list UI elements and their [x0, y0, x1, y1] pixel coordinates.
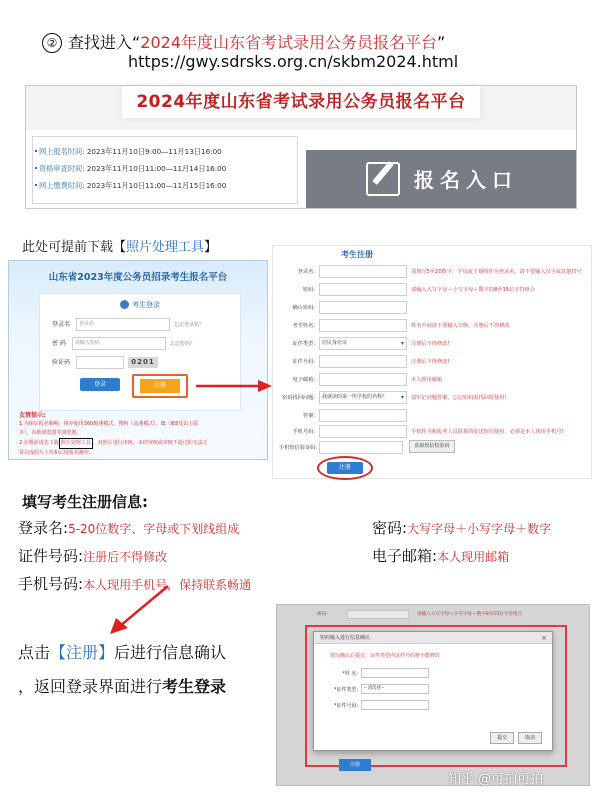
- tip-line: [19, 438, 259, 449]
- field-label: 登录名: [52, 321, 71, 328]
- get-sms-code-button[interactable]: 获取短信校验码: [409, 440, 455, 453]
- forgot-password-link[interactable]: 忘记密码？: [169, 341, 195, 347]
- schedule-row: [39, 181, 226, 191]
- login-card-head: [40, 300, 240, 310]
- portal-title-text: 2024年度山东省考试录用公务员报名平台: [122, 86, 479, 118]
- tip-line: 本），谷歌浏览器等浏览器。: [19, 430, 82, 436]
- info-field: [18, 545, 167, 566]
- photo-tool-link-highlight[interactable]: 照片处理工具: [59, 438, 93, 449]
- info-value: 本人现用手机号，保持联系畅通: [83, 578, 252, 592]
- form-hint: 姓名中间请不要输入空格，注册后不得修改: [411, 323, 510, 329]
- dialog-submit-button[interactable]: 提交: [490, 732, 514, 744]
- login-card-title: 考生登录: [132, 301, 160, 309]
- captcha-image[interactable]: 0201: [128, 357, 158, 368]
- user-icon: [120, 300, 129, 309]
- schedule-label: 网上缴费时间:: [39, 181, 85, 190]
- form-row: [273, 298, 591, 316]
- dialog-id-type-select[interactable]: --请选择--: [361, 684, 429, 694]
- forgot-username-link[interactable]: 忘记登录名？: [174, 322, 205, 328]
- info-field: [372, 545, 509, 566]
- sms-code-field[interactable]: [319, 441, 403, 454]
- schedule-label: 资格审查时间:: [39, 164, 85, 173]
- id-type-select[interactable]: 居民身份证 ▾: [319, 337, 407, 350]
- info-value: 大写字母＋小写字母＋数字: [407, 522, 552, 536]
- bg-form-row: [317, 611, 328, 617]
- dialog-label: *姓 名:: [342, 670, 358, 677]
- form-hint: 请填写5至20数字，字母或下划线作为登录名。请不要输入汉字或其他符号: [411, 269, 582, 275]
- field-label: 密 码: [52, 340, 66, 347]
- form-label: 手机号码:: [292, 429, 315, 435]
- form-label: 证件号码:: [292, 359, 315, 365]
- username-field[interactable]: [319, 265, 407, 278]
- form-row: [273, 370, 591, 388]
- step-number: ②: [42, 33, 62, 53]
- confirm-dialog: [313, 631, 553, 751]
- info-key: 电子邮箱:: [372, 547, 438, 565]
- form-label: 手机短信验证码:: [279, 445, 318, 451]
- register-form-title: 考生注册: [341, 250, 373, 259]
- register-form-screenshot: [272, 245, 592, 479]
- form-hint: 请牢记问题答案，忘记密码需找回时使用!: [411, 395, 507, 401]
- dialog-message: 填写确认后提交。证件类型内证件号码将不能修改: [330, 653, 441, 659]
- info-key: 登录名:: [18, 519, 69, 537]
- register-link-text: 【注册】: [50, 643, 115, 662]
- info-key: 证件号码:: [18, 547, 84, 565]
- confirm-text: ，返回登录界面进行: [18, 677, 163, 696]
- form-row: [273, 316, 591, 334]
- photo-tool-link[interactable]: 照片处理工具: [126, 240, 205, 255]
- schedule-row: [39, 164, 226, 174]
- tip-text: 2.注册前请先下载: [19, 440, 59, 446]
- watermark: 知乎 @可拍可拍: [448, 772, 544, 787]
- register-submit-highlight[interactable]: [317, 456, 373, 480]
- schedule-label: 网上报名时间:: [39, 147, 85, 156]
- form-label: 证件类型:: [292, 341, 315, 347]
- dialog-row: [328, 668, 429, 678]
- form-hint: 注册后不得修改!: [411, 359, 450, 365]
- download-hint-prefix: 此处可提前下载【: [22, 240, 127, 255]
- platform-url[interactable]: https://gwy.sdrsks.org.cn/skbm2024.html: [128, 52, 459, 71]
- dialog-row: [328, 700, 429, 710]
- step2-prefix: 查找进入“: [68, 33, 141, 52]
- login-row: [52, 318, 204, 331]
- form-row: [273, 262, 591, 280]
- info-key: 密码:: [372, 519, 408, 537]
- phone-field[interactable]: [319, 425, 407, 438]
- form-label: 密码:: [302, 287, 315, 293]
- confirm-line-2: [18, 670, 226, 704]
- answer-field[interactable]: [319, 409, 407, 422]
- bg-label: 密码:: [317, 612, 328, 617]
- info-key: 手机号码:: [18, 575, 84, 593]
- form-row: [273, 388, 591, 406]
- form-hint: 注册后不得修改!: [411, 341, 450, 347]
- info-value: 5-20位数字、字母或下划线组成: [68, 522, 240, 536]
- username-input[interactable]: 登录名: [76, 318, 170, 331]
- field-label: 验证码: [52, 359, 71, 366]
- step2-suffix: ”: [437, 33, 446, 52]
- portal-title: [26, 86, 576, 130]
- dialog-id-number-field[interactable]: [361, 700, 429, 710]
- info-value: 本人现用邮箱: [437, 550, 510, 564]
- form-hint: 本人现用邮箱: [411, 377, 443, 383]
- arrow-down-left-icon: [108, 584, 172, 636]
- schedule-box: [32, 136, 298, 204]
- login-button[interactable]: 登录: [80, 378, 120, 391]
- bg-register-button: 注册: [339, 759, 371, 771]
- close-icon[interactable]: ×: [541, 634, 547, 642]
- form-hint: 手机作为和报考人员联系的发送短信使用，必须是本人现用手机号!: [411, 429, 564, 435]
- id-number-field[interactable]: [319, 355, 407, 368]
- form-label: 密码找回问题:: [282, 395, 315, 401]
- info-field: [18, 517, 239, 538]
- login-row: [52, 337, 195, 350]
- password-input[interactable]: 请输入密码: [72, 337, 166, 350]
- schedule-value: 2023年11月10日11:00—11月15日16:00: [86, 181, 227, 190]
- tip-line: 1.为保证报名顺畅，推荐使用360极速模式，搜狗（高速模式），IE（IE8及以上版: [19, 421, 199, 427]
- tips-title: 友情提示:: [19, 412, 46, 419]
- form-label: 登录名:: [297, 269, 315, 275]
- form-label: 答案:: [302, 413, 315, 419]
- info-value: 注册后不得修改: [83, 550, 168, 564]
- schedule-value: 2023年11月10日11:00—11月14日16:00: [86, 164, 227, 173]
- confirm-dialog-screenshot: [276, 604, 590, 786]
- arrow-right-icon: [196, 378, 272, 394]
- portal-banner: [25, 85, 577, 209]
- signup-entry-button[interactable]: [306, 150, 576, 208]
- register-button[interactable]: 注册: [140, 379, 180, 393]
- signup-entry-label: 报名入口: [414, 168, 518, 192]
- confirm-instructions: [18, 636, 226, 704]
- download-hint-suffix: 】: [204, 240, 218, 255]
- edit-icon: [366, 162, 400, 196]
- info-heading: 填写考生注册信息:: [22, 493, 148, 511]
- form-row: [273, 334, 591, 352]
- security-question-select[interactable]: 我就读的第一所学校的名称？ ▾: [319, 391, 407, 404]
- dialog-row: [328, 684, 429, 694]
- confirm-text: 点击: [18, 643, 51, 662]
- login-site-title: 山东省2023年度公务员招录考生报名平台: [48, 272, 228, 283]
- info-field: [372, 517, 551, 538]
- confirm-password-field[interactable]: [319, 301, 407, 314]
- tip-line: 常完成照片上传和后续报名操作。: [19, 450, 95, 456]
- tip-text: ，对照片进行审核，未经审核或审核不通过的无法正: [92, 440, 208, 446]
- form-label: 电子邮箱:: [292, 377, 315, 383]
- dialog-cancel-button[interactable]: 取消: [518, 732, 542, 744]
- login-screenshot: [8, 260, 268, 460]
- register-submit-button[interactable]: 注册: [327, 462, 363, 474]
- register-button-highlight[interactable]: [132, 374, 188, 398]
- dialog-name-field[interactable]: [361, 668, 429, 678]
- schedule-value: 2023年11月10日9:00—11月13日16:00: [86, 147, 222, 156]
- email-field[interactable]: [319, 373, 407, 386]
- candidate-login-text: 考生登录: [162, 677, 227, 696]
- dialog-label: *证件号码:: [333, 702, 358, 709]
- captcha-input[interactable]: [76, 356, 124, 369]
- form-label: 考生姓名:: [292, 323, 315, 329]
- step2-line: [42, 30, 445, 53]
- tips-block: [19, 411, 259, 458]
- confirm-text: 后进行信息确认: [114, 643, 227, 662]
- form-row: [273, 352, 591, 370]
- platform-name: 2024年度山东省考试录用公务员报名平台: [140, 33, 438, 52]
- dialog-title: 密码输入进行信息确认: [314, 632, 552, 644]
- confirm-line-1: [18, 636, 226, 670]
- form-label: 确认密码:: [292, 305, 315, 311]
- password-field[interactable]: [319, 283, 407, 296]
- bg-password-field: [347, 610, 409, 619]
- form-row: [273, 280, 591, 298]
- schedule-row: [39, 147, 222, 157]
- download-hint: [22, 236, 217, 255]
- name-field[interactable]: [319, 319, 407, 332]
- form-hint: 请输入大写字母＋小写字母＋数字的8至15位字符组合: [411, 287, 536, 293]
- form-row: [273, 438, 591, 456]
- bg-hint: 请输入大写字母＋小写字母＋数字8至15位字符组合: [417, 612, 523, 617]
- dialog-label: *证件类型:: [333, 686, 358, 693]
- login-row: [52, 356, 158, 369]
